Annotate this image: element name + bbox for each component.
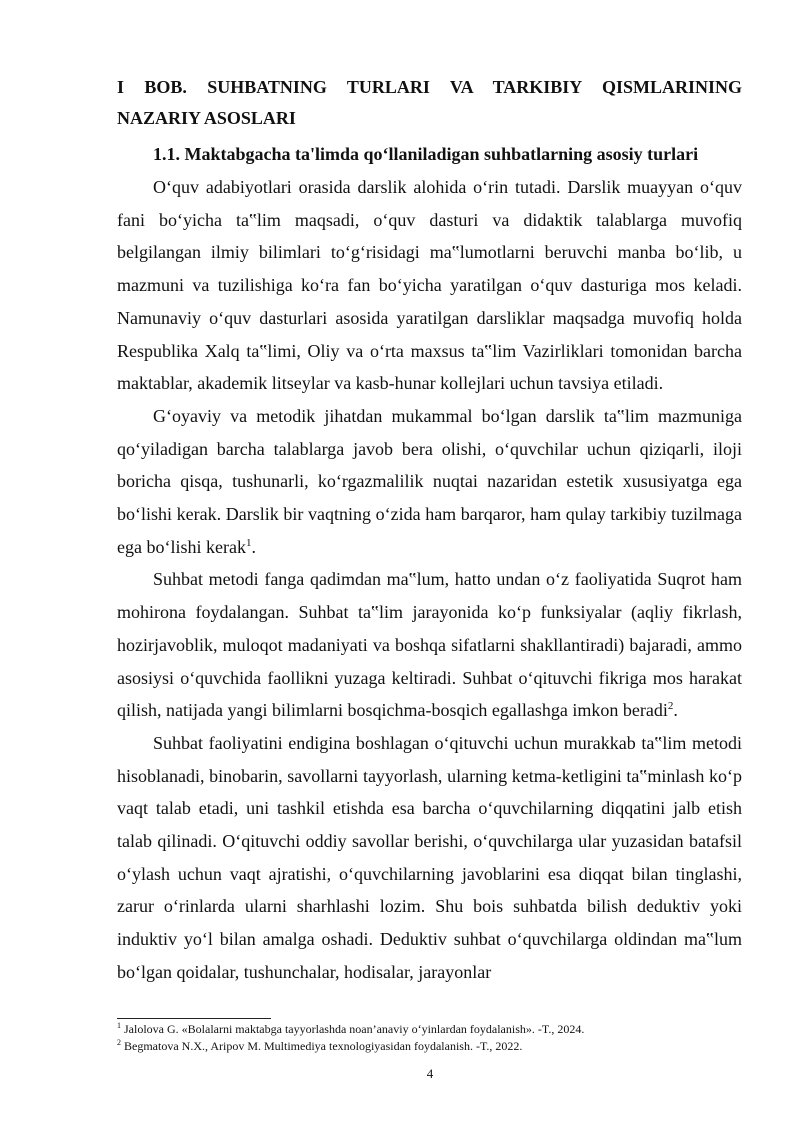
body-text [117,171,742,989]
paragraph-3: Suhbat metodi fanga qadimdan ma‟lum, hatto undan o‘z faoliyatida Suqrot ham mohirona foydalangan. Suhbat ta‟lim jarayonida ko‘p funksiyalar (aqliy fikrlash, hozirjavoblik, muloqot madaniyati va boshqa sifatlarni shakllantiradi) bajaradi, ammo asosiysi o‘quvchida faollikni yuzaga keltiradi. Suhbat o‘qituvchi fikriga mos harakat qilish, natijada yangi bilimlarni bosqichma-bosqich egallashga imkon beradi$^2$. [117,569,742,721]
paragraph-1: O‘quv adabiyotlari orasida darslik alohida o‘rin tutadi. Darslik muayyan o‘quv fani bo‘yicha ta‟lim maqsadi, o‘quv dasturi va didaktik talablarga muvofiq belgilangan ilmiy bilimlari to‘g‘risidagi ma‟lumotlarni beruvchi manba bo‘lib, u mazmuni va tuzilishiga ko‘ra fan bo‘yicha yaratilgan o‘quv dasturiga mos keladi. Namunaviy o‘quv dasturlari asosida yaratilgan darsliklar maqsadga muvofiq holda Respublika Xalq ta‟limi, Oliy va o‘rta maxsus ta‟lim Vazirliklari tomonidan barcha maktablar, akademik litseylar va kasb-hunar kollejlari uchun tavsiya etiladi. [117,177,742,394]
footnote-ref-2: 2 [667,700,674,713]
footnote-1: $^1$ Jalolova G. «Bolalarni maktabga tayyorlashda noan’anaviy o‘yinlardan foydalanish». -T., 2024. [117,1021,585,1036]
paragraph-4: Suhbat faoliyatini endigina boshlagan o‘qituvchi uchun murakkab ta‟lim metodi hisoblanadi, binobarin, savollarni tayyorlash, ularning ketma-ketligini ta‟minlash ko‘p vaqt talab etadi, uni tashkil etishda esa barcha o‘quvchilarning diqqatini jalb etish talab qilinadi. O‘qituvchi oddiy savollar berishi, o‘quvchilarga ular yuzasidan batafsil o‘ylash uchun vaqt ajratishi, o‘quvchilarning javoblarini esa diqqat bilan tinglashi, zarur o‘rinlarda ularni sharhlashi lozim. Shu bois suhbatda bilish deduktiv yoki induktiv yo‘l bilan amalga oshadi. Deduktiv suhbat o‘quvchilarga oldindan ma‟lum bo‘lgan qoidalar, tushunchalar, hodisalar, jarayonlar [117,732,742,982]
chapter-title-line1: I BOB. SUHBATNING TURLARI VA TARKIBIY QISMLARINING [117,77,742,97]
footnotes [117,1021,742,1055]
paragraph-2: G‘oyaviy va metodik jihatdan mukammal bo‘lgan darslik ta‟lim mazmuniga qo‘yiladigan barcha talablarga javob bera olishi, o‘quvchilar uchun qiziqarli, iloji boricha qisqa, tushunarli, ko‘rgazmalilik nuqtai nazaridan estetik xususiyatga ega bo‘lishi kerak. Darslik bir vaqtning o‘zida ham barqaror, ham qulay tarkibiy tuzilmaga ega bo‘lishi kerak$^1$. [117,405,742,557]
chapter-title-line2: NAZARIY ASOSLARI [117,108,296,128]
chapter-title [117,72,742,134]
page-number: 4 [426,1066,434,1081]
footnote-2: $^2$ Begmatova N.X., Aripov M. Multimediya texnologiyasidan foydalanish. -T., 2022. [117,1038,523,1053]
section-title: 1.1. Maktabgacha ta'limda qo‘llaniladigan suhbatlarning asosiy turlari [153,144,699,164]
footnote-ref-1: 1 [245,536,252,549]
footnote-separator [117,1018,271,1019]
